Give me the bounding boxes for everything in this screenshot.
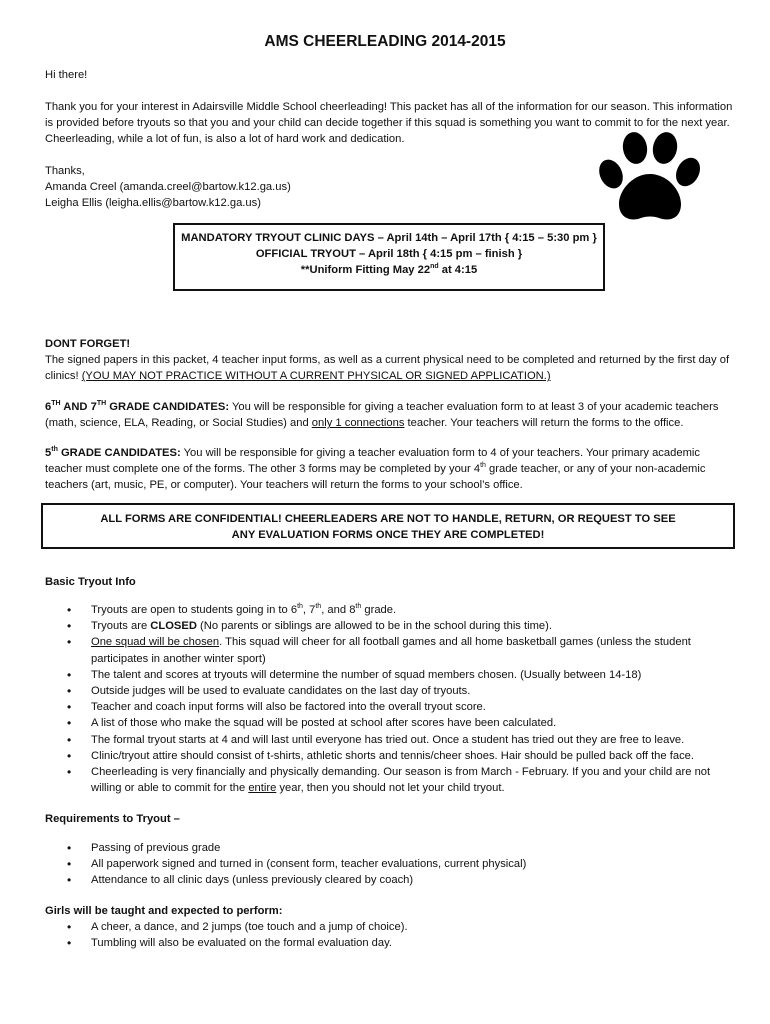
perform-list xyxy=(45,919,735,951)
grade-6-7-paragraph: 6TH AND 7TH GRADE CANDIDATES: You will be responsible for giving a teacher evaluation form to at least 3 of your academic teachers (math, science, ELA, Reading, or Social Studies) and only 1 connections teacher. Your teachers will return the forms to the office. xyxy=(45,400,719,430)
tryout-dates-box xyxy=(173,223,605,291)
list-item: • Tryouts are open to students going in to 6th, 7th, and 8th grade. xyxy=(45,602,735,618)
list-item: • Tumbling will also be evaluated on the formal evaluation day. xyxy=(45,935,735,951)
intro-paragraph: Thank you for your interest in Adairsville Middle School cheerleading! This packet has all of the information for our season. This information is provided before tryouts so that you and your child can decide together if this squad is something you want to commit to for the next year. Cheerleading, while a lot of fun, is also a lot of hard work and dedication. xyxy=(45,101,733,146)
list-item: • A cheer, a dance, and 2 jumps (toe touch and a jump of choice). xyxy=(45,919,735,935)
list-item: • All paperwork signed and turned in (consent form, teacher evaluations, current physical) xyxy=(45,856,735,872)
perform-heading: Girls will be taught and expected to perform: xyxy=(45,905,283,917)
greeting: Hi there! xyxy=(45,69,88,81)
dont-forget-section xyxy=(45,336,735,385)
list-item: • A list of those who make the squad will be posted at school after scores have been calculated. xyxy=(45,715,735,731)
clinic-days-line: MANDATORY TRYOUT CLINIC DAYS – April 14th – April 17th { 4:15 – 5:30 pm } xyxy=(181,232,597,244)
confidential-notice-box xyxy=(41,503,735,549)
uniform-fitting-line: **Uniform Fitting May 22nd at 4:15 xyxy=(300,263,478,277)
grade-5-paragraph: 5th GRADE CANDIDATES: You will be responsible for giving a teacher evaluation form to 4 of your teachers. Your primary academic teacher must complete one of the forms. The other 3 forms may be completed by your 4th grade teacher, or any of your non-academic teachers (art, music, PE, or computer). Your teachers will return the forms to your school’s office. xyxy=(45,446,706,492)
basic-info-heading: Basic Tryout Info xyxy=(45,576,136,588)
list-item: • The formal tryout starts at 4 and will last until everyone has tried out. Once a student has tried out they are free to leave. xyxy=(45,732,735,748)
document-title: AMS CHEERLEADING 2014-2015 xyxy=(264,33,506,50)
list-item: • Outside judges will be used to evaluate candidates on the last day of tryouts. xyxy=(45,683,735,699)
dont-forget-heading: DONT FORGET! xyxy=(45,338,131,350)
list-item: • Tryouts are CLOSED (No parents or siblings are allowed to be in the school during this time). xyxy=(45,618,735,634)
dont-forget-text: The signed papers in this packet, 4 teacher input forms, as well as a current physical need to be completed and returned by the first day of clinics! (YOU MAY NOT PRACTICE WITHOUT A CURRENT PHYSICAL OR SIGNED APPLICATION.) xyxy=(45,354,730,383)
paw-print-icon xyxy=(593,128,705,228)
list-item: • Clinic/tryout attire should consist of t-shirts, athletic shorts and tennis/cheer shoes. Hair should be pulled back off the face. xyxy=(45,748,735,764)
basic-info-list xyxy=(45,602,735,796)
list-item: • Teacher and coach input forms will also be factored into the overall tryout score. xyxy=(45,699,735,715)
list-item: • Attendance to all clinic days (unless previously cleared by coach) xyxy=(45,872,735,888)
official-tryout-line: OFFICIAL TRYOUT – April 18th { 4:15 pm – finish } xyxy=(255,248,523,261)
signoff-coach1: Amanda Creel (amanda.creel@bartow.k12.ga.us) xyxy=(45,181,291,194)
list-item: • Passing of previous grade xyxy=(45,840,735,856)
signoff-thanks: Thanks, xyxy=(45,165,85,177)
confidential-notice: ALL FORMS ARE CONFIDENTIAL! CHEERLEADERS ARE NOT TO HANDLE, RETURN, OR REQUEST TO SEE ANY EVALUATION FORMS ONCE THEY ARE COMPLETED! xyxy=(100,513,676,542)
signoff-coach2: Leigha Ellis (leigha.ellis@bartow.k12.ga.us) xyxy=(45,197,261,210)
list-item: • Cheerleading is very financially and physically demanding. Our season is from March - February. If you and your child are not willing or able to commit for the entire year, then you should not let your child tryout. xyxy=(45,764,735,796)
requirements-list xyxy=(45,840,735,889)
list-item: • One squad will be chosen. This squad will cheer for all football games and all home basketball games (unless the student participates in another winter sport) xyxy=(45,634,735,666)
list-item: • The talent and scores at tryouts will determine the number of squad members chosen. (Usually between 14-18) xyxy=(45,667,735,683)
requirements-heading: Requirements to Tryout – xyxy=(45,813,180,825)
